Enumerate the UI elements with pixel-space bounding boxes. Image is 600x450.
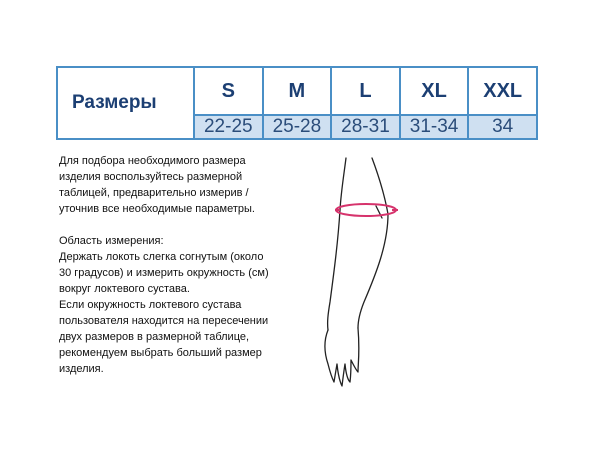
intro-line: таблицей, предварительно измерив / <box>59 187 249 199</box>
size-range-l: 28-31 <box>331 115 400 139</box>
size-label-l: L <box>331 67 400 115</box>
size-table <box>56 66 538 140</box>
measure-line: изделия. <box>59 363 104 375</box>
hand-outline <box>325 328 359 386</box>
measure-line: рекомендуем выбрать больший размер <box>59 347 262 359</box>
size-label-xxl: XXL <box>468 67 537 115</box>
measure-line: Область измерения: <box>59 235 164 247</box>
measure-line: двух размеров в размерной таблице, <box>59 331 250 343</box>
size-label-m: M <box>263 67 332 115</box>
measurement-marker <box>335 204 398 216</box>
table-title: Размеры <box>57 67 194 139</box>
measure-line: вокруг локтевого сустава. <box>59 283 190 295</box>
arm-outline-outer <box>340 158 346 210</box>
instructions-text <box>59 153 299 377</box>
measure-line: 30 градусов) и измерить окружность (см) <box>59 267 269 279</box>
size-range-m: 25-28 <box>263 115 332 139</box>
forearm-outline-inner <box>358 214 388 328</box>
intro-line: изделия воспользуйтесь размерной <box>59 171 243 183</box>
intro-line: Для подбора необходимого размера <box>59 155 246 167</box>
size-label-s: S <box>194 67 263 115</box>
size-range-xxl: 34 <box>468 115 537 139</box>
arm-measurement-icon <box>300 152 440 392</box>
paragraph-gap <box>59 217 299 233</box>
measure-line: пользователя находится на пересечении <box>59 315 269 327</box>
size-range-s: 22-25 <box>194 115 263 139</box>
size-label-xl: XL <box>400 67 469 115</box>
intro-line: уточнив все необходимые параметры. <box>59 203 255 215</box>
measure-line: Держать локоть слегка согнутым (около <box>59 251 264 263</box>
size-range-xl: 31-34 <box>400 115 469 139</box>
measure-line: Если окружность локтевого сустава <box>59 299 242 311</box>
size-header-row <box>57 67 537 115</box>
forearm-outline-outer <box>328 210 340 330</box>
